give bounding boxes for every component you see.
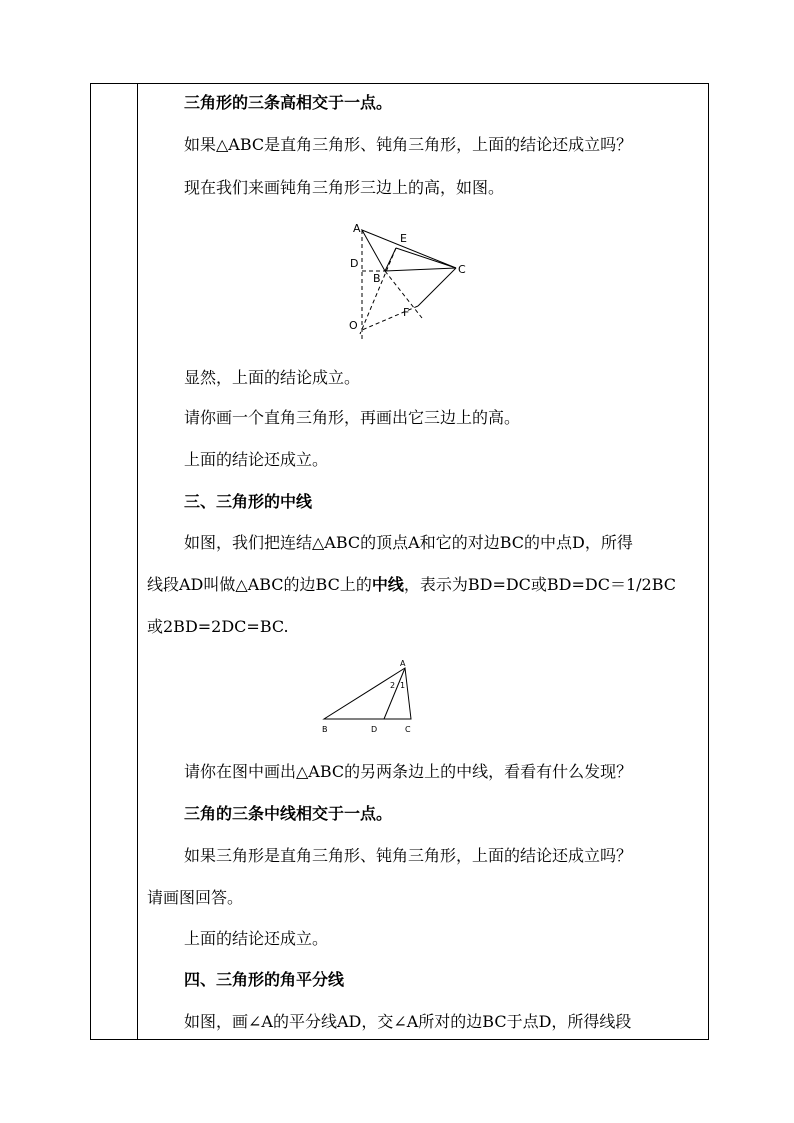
text-median-def-1: 如图，我们把连结△ABC的顶点A和它的对边BC的中点D，所得	[184, 533, 633, 552]
line-eo	[360, 248, 396, 334]
text-draw-right-triangle: 请你画一个直角三角形，再画出它三边上的高。	[184, 408, 521, 427]
label-c: C	[458, 263, 466, 276]
text-draw-answer: 请画图回答。	[147, 888, 244, 907]
figure-median	[318, 656, 422, 738]
label-b2: B	[322, 725, 328, 734]
label-a: A	[353, 222, 361, 235]
text-median-def-2: 线段AD叫做△ABC的边BC上的中线，表示为BD=DC或BD=DC＝1/2BC	[147, 575, 677, 594]
label-f: F	[403, 306, 410, 319]
label-d: D	[350, 257, 359, 270]
text-bisector-def: 如图，画∠A的平分线AD，交∠A所对的边BC于点D，所得线段	[184, 1012, 632, 1031]
label-a2: A	[400, 659, 406, 668]
text-draw-other-medians: 请你在图中画出△ABC的另两条边上的中线，看看有什么发现？	[184, 762, 633, 781]
term-median: 中线	[371, 575, 404, 594]
text-still-holds: 上面的结论还成立。	[184, 450, 329, 469]
label-d2: D	[371, 725, 378, 734]
triangle-abc	[362, 230, 456, 271]
section-heading-median: 三、三角形的中线	[184, 492, 313, 511]
column-divider	[137, 84, 138, 1039]
label-e: E	[400, 232, 407, 245]
text-draw-altitudes: 现在我们来画钝角三角形三边上的高，如图。	[184, 178, 505, 197]
angle-label-1: 1	[400, 681, 406, 690]
question-right-obtuse-2: 如果三角形是直角三角形、钝角三角形，上面的结论还成立吗？	[184, 846, 633, 865]
figure-obtuse-altitudes	[340, 218, 480, 346]
segment-ce	[396, 248, 456, 268]
heading-altitudes-concurrent: 三角形的三条高相交于一点。	[184, 93, 393, 112]
label-b: B	[373, 272, 381, 285]
label-c2: C	[405, 725, 411, 734]
heading-medians-concurrent: 三角的三条中线相交于一点。	[184, 804, 393, 823]
text-still-holds-2: 上面的结论还成立。	[184, 929, 329, 948]
triangle-abc-median	[324, 668, 411, 719]
text-median-def-3: 或2BD=2DC=BC.	[147, 617, 289, 636]
label-o: O	[349, 319, 358, 332]
angle-label-2: 2	[390, 681, 396, 690]
segment-cf	[418, 268, 456, 306]
section-heading-bisector: 四、三角形的角平分线	[184, 970, 345, 989]
question-right-obtuse: 如果△ABC是直角三角形、钝角三角形，上面的结论还成立吗？	[184, 135, 633, 154]
text-conclusion-holds: 显然，上面的结论成立。	[184, 368, 361, 387]
median-ad	[384, 668, 405, 719]
